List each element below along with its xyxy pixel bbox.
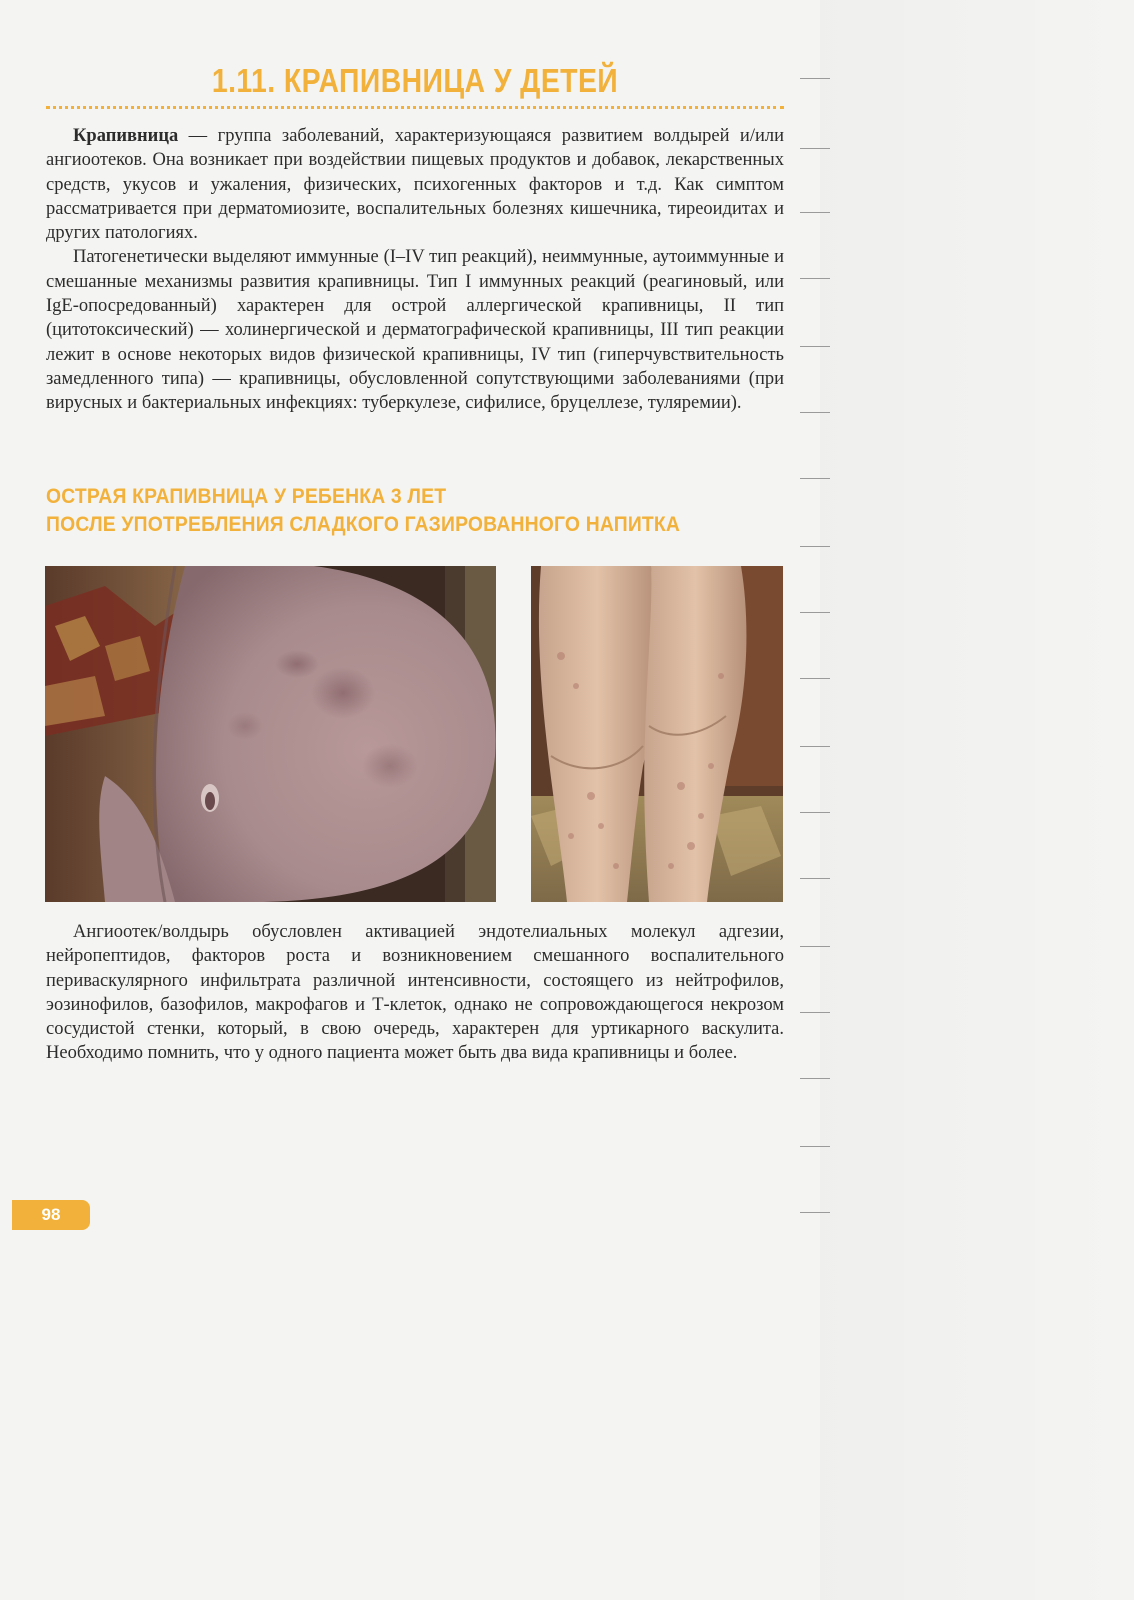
margin-mark (800, 946, 830, 947)
chapter-title: 1.11. КРАПИВНИЦА У ДЕТЕЙ (211, 62, 619, 99)
margin-mark (800, 1012, 830, 1013)
section-heading (46, 482, 712, 538)
margin-mark (800, 278, 830, 279)
pathogenesis-paragraph: Патогенетически выделяют иммунные (I–IV тип реакций), неиммунные, аутоиммунные и смешанные механизмы развития крапивницы. Тип I иммунных реакций (реагиновый, или IgE-опосредованный) характерен для острой аллергической крапивницы, II тип (цитотоксический) — холинергической и дерматографической крапивницы, III тип реакции лежит в основе некоторых видов физической крапивницы, IV тип (гиперчувствительность замедленного типа) — крапивницы, обусловленной сопутствующими заболеваниями (при вирусных и бактериальных инфекциях: туберкулезе, сифилисе, бруцеллезе, туляремии). (46, 247, 784, 414)
margin-mark (800, 1078, 830, 1079)
margin-mark (800, 1212, 830, 1213)
definition-paragraph (46, 124, 784, 245)
margin-mark (800, 1146, 830, 1147)
margin-mark (800, 546, 830, 547)
margin-mark (800, 878, 830, 879)
margin-mark (800, 346, 830, 347)
page-number: 98 (41, 1205, 61, 1224)
outro-text (46, 920, 784, 1066)
photo-abdomen (45, 566, 496, 902)
margin-mark (800, 148, 830, 149)
intro-text (46, 124, 784, 416)
definition-term: Крапивница (73, 126, 179, 146)
margin-mark (800, 612, 830, 613)
section-heading-line-1: ОСТРАЯ КРАПИВНИЦА У РЕБЕНКА 3 ЛЕТ (46, 484, 447, 508)
title-dotted-rule (46, 106, 784, 109)
margin-mark (800, 412, 830, 413)
margin-scan-marks (796, 60, 836, 1240)
page-number-badge (12, 1200, 90, 1230)
margin-mark (800, 478, 830, 479)
outro-paragraph: Ангиоотек/волдырь обусловлен активацией эндотелиальных молекул адгезии, нейропептидов, факторов роста и возникновением смешанного воспалительного периваскулярного инфильтрата различной интенсивности, состоящего из нейтрофилов, эозинофилов, базофилов, макрофагов и Т-клеток, однако не сопровождающегося некрозом сосудистой стенки, который, в свою очередь, характерен для уртикарного васкулита. Необходимо помнить, что у одного пациента может быть два вида крапивницы и более. (46, 922, 784, 1064)
section-heading-line-2: ПОСЛЕ УПОТРЕБЛЕНИЯ СЛАДКОГО ГАЗИРОВАННОГО НАПИТКА (46, 512, 681, 536)
photo-abdomen-image (45, 566, 496, 902)
margin-mark (800, 746, 830, 747)
margin-mark (800, 812, 830, 813)
photo-legs-image (531, 566, 783, 902)
margin-mark (800, 78, 830, 79)
margin-mark (800, 212, 830, 213)
photo-legs (531, 566, 783, 902)
definition-body: — группа заболеваний, характеризующаяся развитием волдырей и/или ангиоотеков. Она возникает при воздействии пищевых продуктов и добавок, лекарственных средств, укусов и ужаления, физических, психогенных факторов и т.д. Как симптом рассматривается при дерматомиозите, воспалительных болезнях кишечника, тиреоидитах и других патологиях. (46, 126, 784, 244)
page-edge-shade (820, 0, 1134, 1600)
margin-mark (800, 678, 830, 679)
